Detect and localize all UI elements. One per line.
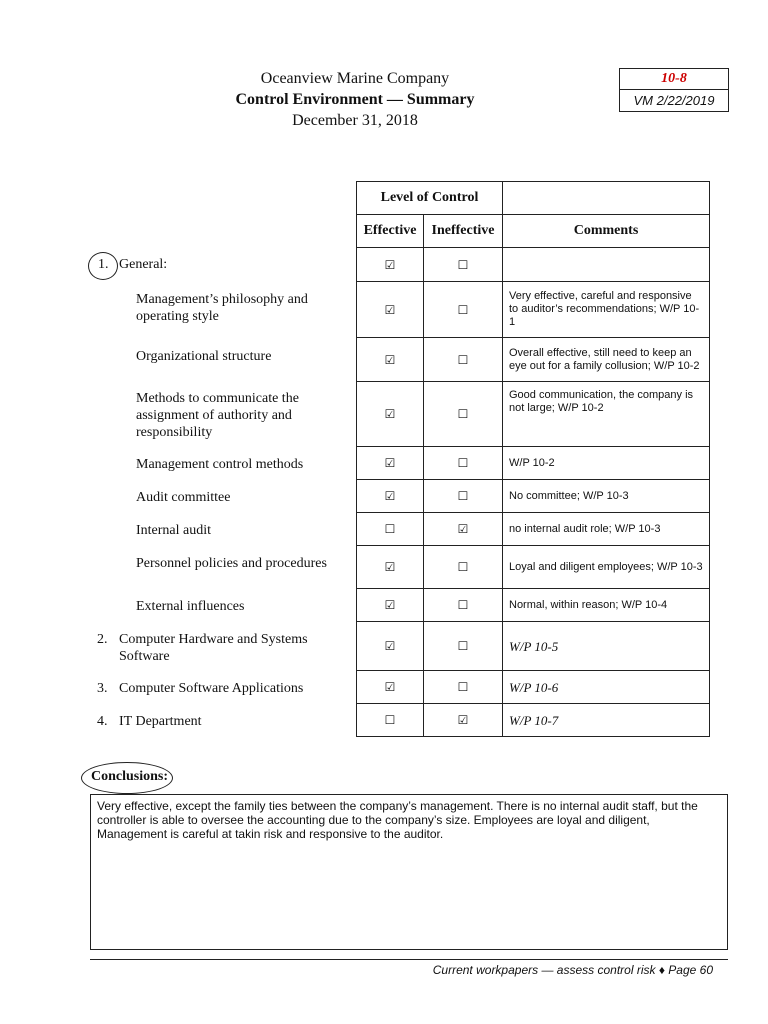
effective-checkbox[interactable]: ☑ — [357, 671, 424, 704]
comment-cell: W/P 10-7 — [503, 704, 710, 737]
page-title: Control Environment — Summary — [235, 91, 475, 108]
row-label: Internal audit — [136, 523, 212, 538]
comment-cell: Overall effective, still need to keep an eye out for a family collusion; W/P 10-2 — [503, 338, 710, 382]
row-label: Management control methods — [136, 457, 304, 472]
control-table — [356, 181, 710, 737]
comment-cell: W/P 10-2 — [503, 447, 710, 480]
comment-cell: no internal audit role; W/P 10-3 — [503, 513, 710, 546]
comment-cell: W/P 10-6 — [503, 671, 710, 704]
row-label: General: — [119, 257, 168, 272]
table-row — [357, 382, 710, 447]
effective-checkbox[interactable]: ☑ — [357, 382, 424, 447]
workpaper-number: 10-8 — [620, 69, 728, 90]
row-label: IT Department — [119, 714, 202, 729]
row-label: Computer Hardware and Systems Software — [119, 632, 308, 664]
table-row — [357, 622, 710, 671]
item-number: 3. — [97, 681, 108, 696]
table-row — [357, 589, 710, 622]
report-date: December 31, 2018 — [292, 112, 418, 129]
conclusions-label: Conclusions: — [91, 769, 169, 784]
ineffective-checkbox[interactable]: ☐ — [424, 248, 503, 282]
page-footer: Current workpapers — assess control risk ♦ Page 60 — [432, 963, 713, 977]
effective-checkbox[interactable]: ☐ — [357, 513, 424, 546]
comment-cell: Normal, within reason; W/P 10-4 — [503, 589, 710, 622]
effective-checkbox[interactable]: ☑ — [357, 338, 424, 382]
row-label: Personnel policies and procedures — [136, 556, 327, 571]
ineffective-checkbox[interactable]: ☐ — [424, 447, 503, 480]
level-of-control-header: Level of Control — [357, 182, 503, 215]
effective-checkbox[interactable]: ☑ — [357, 480, 424, 513]
item-number: 1. — [98, 257, 109, 272]
comment-cell — [503, 248, 710, 282]
ineffective-checkbox[interactable]: ☐ — [424, 622, 503, 671]
effective-checkbox[interactable]: ☑ — [357, 622, 424, 671]
ineffective-checkbox[interactable]: ☐ — [424, 546, 503, 589]
ineffective-checkbox[interactable]: ☐ — [424, 338, 503, 382]
table-row — [357, 447, 710, 480]
row-label: Organizational structure — [136, 349, 272, 364]
effective-column-header: Effective — [357, 215, 424, 248]
row-label: Computer Software Applications — [119, 681, 304, 696]
table-row — [357, 513, 710, 546]
row-label: External influences — [136, 599, 245, 614]
company-name: Oceanview Marine Company — [260, 70, 450, 87]
item-number: 4. — [97, 714, 108, 729]
ineffective-checkbox[interactable]: ☐ — [424, 589, 503, 622]
comment-cell: Good communication, the company is not large; W/P 10-2 — [503, 382, 710, 447]
effective-checkbox[interactable]: ☑ — [357, 589, 424, 622]
table-row — [357, 282, 710, 338]
ineffective-checkbox[interactable]: ☐ — [424, 480, 503, 513]
table-row — [357, 546, 710, 589]
table-row — [357, 338, 710, 382]
table-row — [357, 480, 710, 513]
item-number: 2. — [97, 632, 108, 647]
effective-checkbox[interactable]: ☑ — [357, 546, 424, 589]
effective-checkbox[interactable]: ☑ — [357, 447, 424, 480]
comment-cell: No committee; W/P 10-3 — [503, 480, 710, 513]
ineffective-checkbox[interactable]: ☐ — [424, 382, 503, 447]
effective-checkbox[interactable]: ☑ — [357, 282, 424, 338]
conclusions-text: Very effective, except the family ties between the company’s management. There is no internal audit staff, but the controller is able to oversee the accounting due to the company’s size. Employees are loyal and diligent, Management is careful at takin risk and responsive to the auditor. — [90, 794, 728, 950]
comment-cell: Very effective, careful and responsive to auditor’s recommendations; W/P 10-1 — [503, 282, 710, 338]
comment-cell: Loyal and diligent employees; W/P 10-3 — [503, 546, 710, 589]
row-label: Audit committee — [136, 490, 231, 505]
ineffective-checkbox[interactable]: ☑ — [424, 704, 503, 737]
ineffective-column-header: Ineffective — [424, 215, 503, 248]
table-row — [357, 248, 710, 282]
ineffective-checkbox[interactable]: ☑ — [424, 513, 503, 546]
table-row — [357, 704, 710, 737]
effective-checkbox[interactable]: ☑ — [357, 248, 424, 282]
reference-box — [619, 68, 729, 112]
table-row — [357, 671, 710, 704]
row-label: Management’s philosophy and operating style — [136, 292, 308, 324]
comment-cell: W/P 10-5 — [503, 622, 710, 671]
ineffective-checkbox[interactable]: ☐ — [424, 671, 503, 704]
comments-column-header: Comments — [503, 215, 710, 248]
preparer-initials: VM 2/22/2019 — [633, 93, 715, 108]
effective-checkbox[interactable]: ☐ — [357, 704, 424, 737]
footer-divider — [90, 959, 728, 960]
row-label: Methods to communicate the assignment of authority and responsibility — [136, 391, 299, 440]
ineffective-checkbox[interactable]: ☐ — [424, 282, 503, 338]
